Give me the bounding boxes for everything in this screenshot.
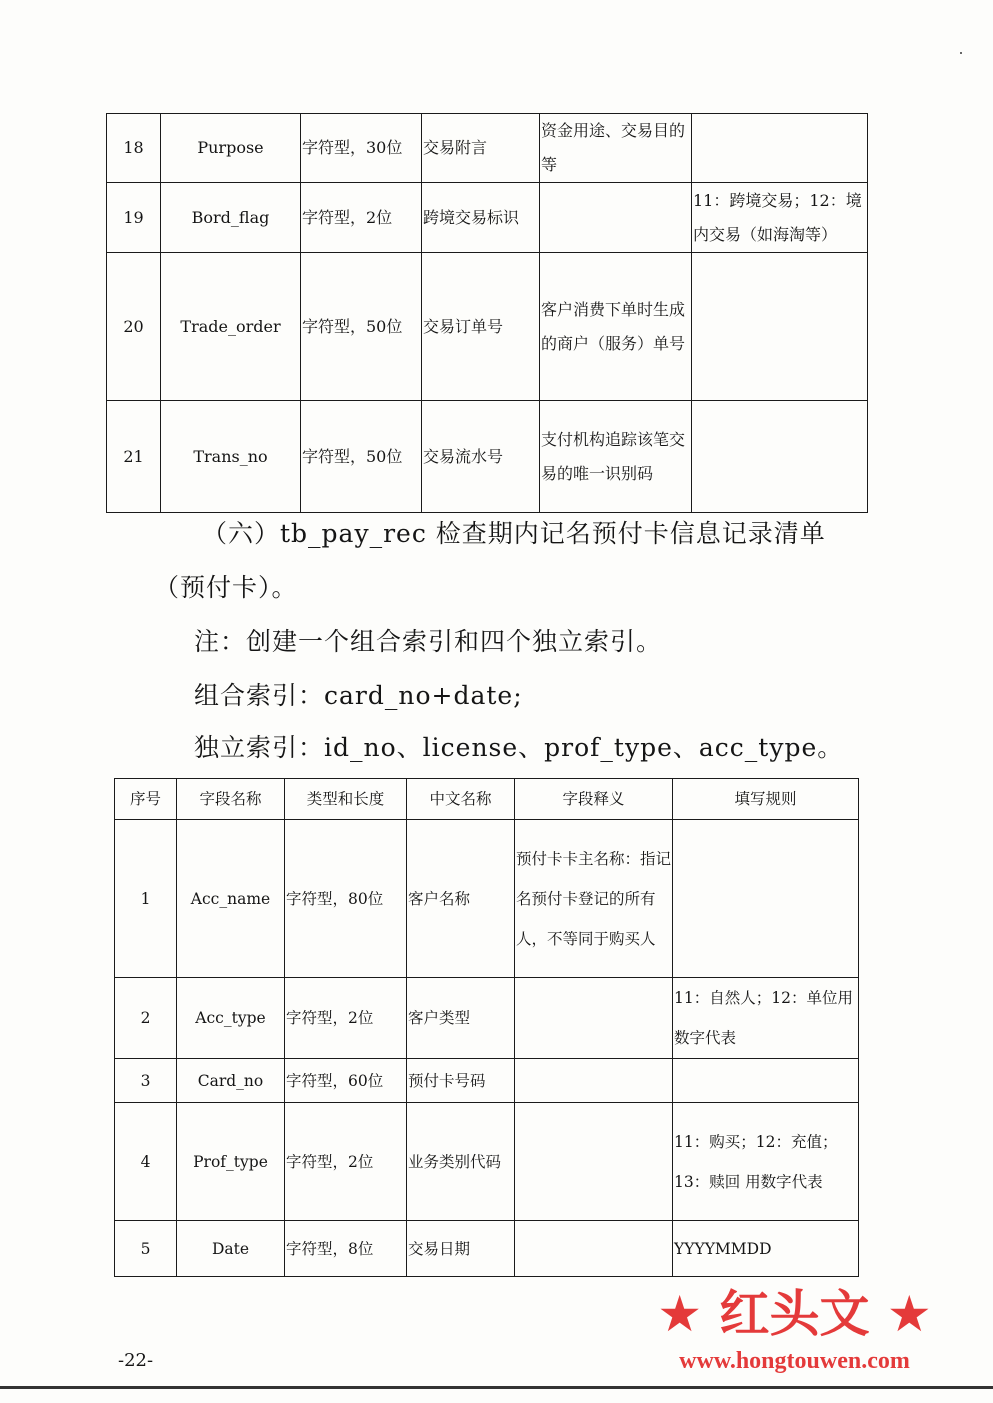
table-row bbox=[107, 114, 868, 183]
row-no: 5 bbox=[115, 1221, 177, 1277]
field-name: Acc_type bbox=[177, 978, 285, 1059]
single-index-line: 独立索引：id_no、license、prof_type、acc_type。 bbox=[194, 733, 844, 762]
table-row bbox=[107, 253, 868, 401]
cn-name: 业务类别代码 bbox=[407, 1103, 515, 1221]
field-type: 字符型，2位 bbox=[301, 183, 422, 253]
fill-rule: 11：自然人；12：单位用数字代表 bbox=[673, 978, 859, 1059]
field-type: 字符型，2位 bbox=[285, 978, 407, 1059]
table-row bbox=[107, 183, 868, 253]
field-type: 字符型，50位 bbox=[301, 401, 422, 513]
fill-rule: YYYYMMDD bbox=[673, 1221, 859, 1277]
watermark-url: www.hongtouwen.com bbox=[679, 1348, 910, 1374]
field-name: Trade_order bbox=[161, 253, 301, 401]
cn-name: 跨境交易标识 bbox=[422, 183, 540, 253]
field-name: Acc_name bbox=[177, 820, 285, 978]
cn-name: 交易流水号 bbox=[422, 401, 540, 513]
row-no: 4 bbox=[115, 1103, 177, 1221]
fill-rule bbox=[673, 1059, 859, 1103]
field-desc: 预付卡卡主名称：指记名预付卡登记的所有人，不等同于购买人 bbox=[515, 820, 673, 978]
field-type: 字符型，2位 bbox=[285, 1103, 407, 1221]
table-row bbox=[115, 1221, 859, 1277]
field-spec-table bbox=[114, 778, 859, 1277]
field-desc bbox=[515, 1221, 673, 1277]
table-row bbox=[115, 1103, 859, 1221]
row-no: 19 bbox=[107, 183, 161, 253]
page-bottom-rule bbox=[0, 1386, 993, 1389]
table-row bbox=[115, 1059, 859, 1103]
field-desc bbox=[540, 183, 692, 253]
field-type: 字符型，30位 bbox=[301, 114, 422, 183]
watermark bbox=[602, 1282, 987, 1376]
star-icon: ★ bbox=[886, 1285, 932, 1343]
fill-rule: 11：跨境交易；12：境内交易（如海淘等） bbox=[692, 183, 868, 253]
cn-name: 客户类型 bbox=[407, 978, 515, 1059]
table-row bbox=[115, 820, 859, 978]
field-desc bbox=[515, 1103, 673, 1221]
row-no: 1 bbox=[115, 820, 177, 978]
table-row bbox=[115, 978, 859, 1059]
field-name: Prof_type bbox=[177, 1103, 285, 1221]
field-desc: 支付机构追踪该笔交易的唯一识别码 bbox=[540, 401, 692, 513]
fill-rule bbox=[692, 114, 868, 183]
row-no: 3 bbox=[115, 1059, 177, 1103]
table-continued bbox=[106, 113, 868, 513]
section-heading-continued: （预付卡）。 bbox=[154, 573, 298, 602]
cn-name: 交易日期 bbox=[407, 1221, 515, 1277]
composite-index-line: 组合索引：card_no+date; bbox=[194, 681, 523, 710]
field-name: Bord_flag bbox=[161, 183, 301, 253]
scan-speck bbox=[960, 52, 962, 54]
row-no: 18 bbox=[107, 114, 161, 183]
table-row bbox=[107, 401, 868, 513]
watermark-title-line bbox=[602, 1282, 987, 1346]
cn-name: 预付卡号码 bbox=[407, 1059, 515, 1103]
cn-name: 交易订单号 bbox=[422, 253, 540, 401]
header-cn-name: 中文名称 bbox=[407, 779, 515, 820]
row-no: 20 bbox=[107, 253, 161, 401]
field-desc bbox=[515, 1059, 673, 1103]
section-heading: （六）tb_pay_rec 检查期内记名预付卡信息记录清单 bbox=[202, 519, 826, 548]
table-header-row bbox=[115, 779, 859, 820]
header-field: 字段名称 bbox=[177, 779, 285, 820]
fill-rule: 11：购买；12：充值；13：赎回 用数字代表 bbox=[673, 1103, 859, 1221]
fill-rule bbox=[692, 401, 868, 513]
header-rule: 填写规则 bbox=[673, 779, 859, 820]
fill-rule bbox=[673, 820, 859, 978]
page-number: -22- bbox=[118, 1350, 154, 1371]
cn-name: 交易附言 bbox=[422, 114, 540, 183]
field-type: 字符型，80位 bbox=[285, 820, 407, 978]
field-desc: 资金用途、交易目的等 bbox=[540, 114, 692, 183]
field-name: Card_no bbox=[177, 1059, 285, 1103]
header-desc: 字段释义 bbox=[515, 779, 673, 820]
field-name: Trans_no bbox=[161, 401, 301, 513]
fill-rule bbox=[692, 253, 868, 401]
header-no: 序号 bbox=[115, 779, 177, 820]
field-desc: 客户消费下单时生成的商户（服务）单号 bbox=[540, 253, 692, 401]
field-type: 字符型，50位 bbox=[301, 253, 422, 401]
field-desc bbox=[515, 978, 673, 1059]
field-type: 字符型，60位 bbox=[285, 1059, 407, 1103]
field-name: Purpose bbox=[161, 114, 301, 183]
row-no: 21 bbox=[107, 401, 161, 513]
watermark-title: 红头文 bbox=[719, 1285, 870, 1343]
field-name: Date bbox=[177, 1221, 285, 1277]
index-note: 注：创建一个组合索引和四个独立索引。 bbox=[194, 627, 663, 656]
row-no: 2 bbox=[115, 978, 177, 1059]
header-type: 类型和长度 bbox=[285, 779, 407, 820]
cn-name: 客户名称 bbox=[407, 820, 515, 978]
field-type: 字符型，8位 bbox=[285, 1221, 407, 1277]
star-icon: ★ bbox=[657, 1285, 703, 1343]
